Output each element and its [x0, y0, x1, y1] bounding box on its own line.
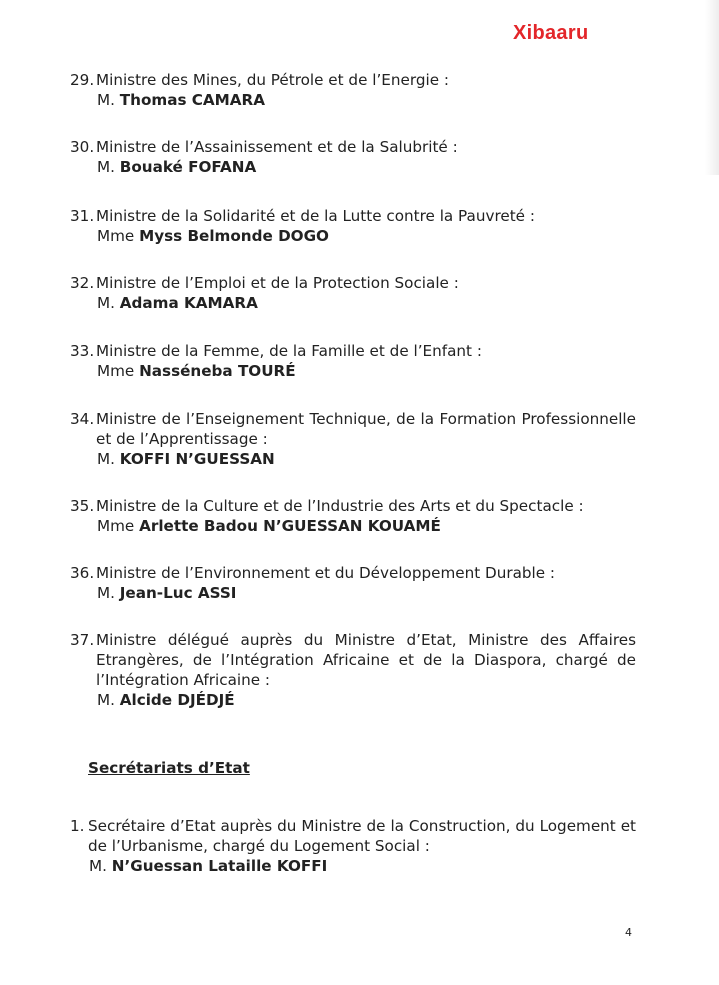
item-number: 35.	[70, 497, 95, 515]
person-prefix: M.	[97, 691, 115, 709]
item-number: 31.	[70, 207, 95, 225]
item-title: Ministre de l’Emploi et de la Protection Sociale :	[96, 274, 459, 292]
person-name: Alcide DJÉDJÉ	[119, 691, 235, 709]
list-item	[70, 816, 636, 876]
item-title: Ministre de la Femme, de la Famille et de l’Enfant :	[96, 342, 482, 360]
person-prefix: M.	[97, 294, 115, 312]
person-prefix: M.	[97, 584, 115, 602]
list-item	[70, 496, 636, 536]
item-number: 33.	[70, 342, 95, 360]
person-prefix: Mme	[97, 362, 135, 380]
item-title: Ministre de l’Assainissement et de la Salubrité :	[96, 138, 458, 156]
item-title: Ministre délégué auprès du Ministre d’Etat, Ministre des Affaires Etrangères, de l’Intégration Africaine et de la Diaspora, chargé de l’Intégration Africaine :	[96, 631, 636, 689]
person-name: Arlette Badou N’GUESSAN KOUAMÉ	[139, 517, 441, 535]
watermark-logo: Xibaaru	[513, 22, 589, 44]
list-item	[70, 630, 636, 710]
person-name: Bouaké FOFANA	[119, 158, 257, 176]
list-item	[70, 341, 636, 381]
person-name: N’Guessan Lataille KOFFI	[111, 857, 328, 875]
item-title: Ministre de l’Enseignement Technique, de la Formation Professionnelle et de l’Apprentissage :	[96, 410, 636, 448]
person-name: Thomas CAMARA	[119, 91, 265, 109]
person-name: KOFFI N’GUESSAN	[119, 450, 275, 468]
item-title: Ministre de l’Environnement et du Développement Durable :	[96, 564, 556, 582]
item-title: Secrétaire d’Etat auprès du Ministre de la Construction, du Logement et de l’Urbanisme, chargé du Logement Social :	[88, 817, 636, 855]
item-title: Ministre de la Solidarité et de la Lutte contre la Pauvreté :	[96, 207, 535, 225]
item-number: 37.	[70, 631, 95, 649]
person-name: Jean-Luc ASSI	[119, 584, 237, 602]
person-prefix: Mme	[97, 517, 135, 535]
person-name: Myss Belmonde DOGO	[139, 227, 329, 245]
item-number: 32.	[70, 274, 95, 292]
item-number: 29.	[70, 71, 95, 89]
item-title: Ministre de la Culture et de l’Industrie des Arts et du Spectacle :	[96, 497, 584, 515]
page-number: 4	[625, 926, 632, 939]
list-item	[70, 206, 636, 246]
person-prefix: M.	[97, 91, 115, 109]
item-number: 1.	[70, 817, 85, 835]
person-prefix: M.	[89, 857, 107, 875]
person-name: Nasséneba TOURÉ	[139, 362, 296, 380]
person-prefix: M.	[97, 158, 115, 176]
person-prefix: M.	[97, 450, 115, 468]
list-item	[70, 409, 636, 469]
list-item	[70, 273, 636, 313]
item-number: 34.	[70, 410, 95, 428]
item-number: 30.	[70, 138, 95, 156]
list-item	[70, 563, 636, 603]
item-title: Ministre des Mines, du Pétrole et de l’Energie :	[96, 71, 449, 89]
person-prefix: Mme	[97, 227, 135, 245]
item-number: 36.	[70, 564, 95, 582]
page-edge-shadow	[705, 0, 719, 175]
person-name: Adama KAMARA	[119, 294, 258, 312]
section-heading: Secrétariats d’Etat	[88, 759, 250, 777]
list-item	[70, 70, 636, 110]
list-item	[70, 137, 636, 177]
